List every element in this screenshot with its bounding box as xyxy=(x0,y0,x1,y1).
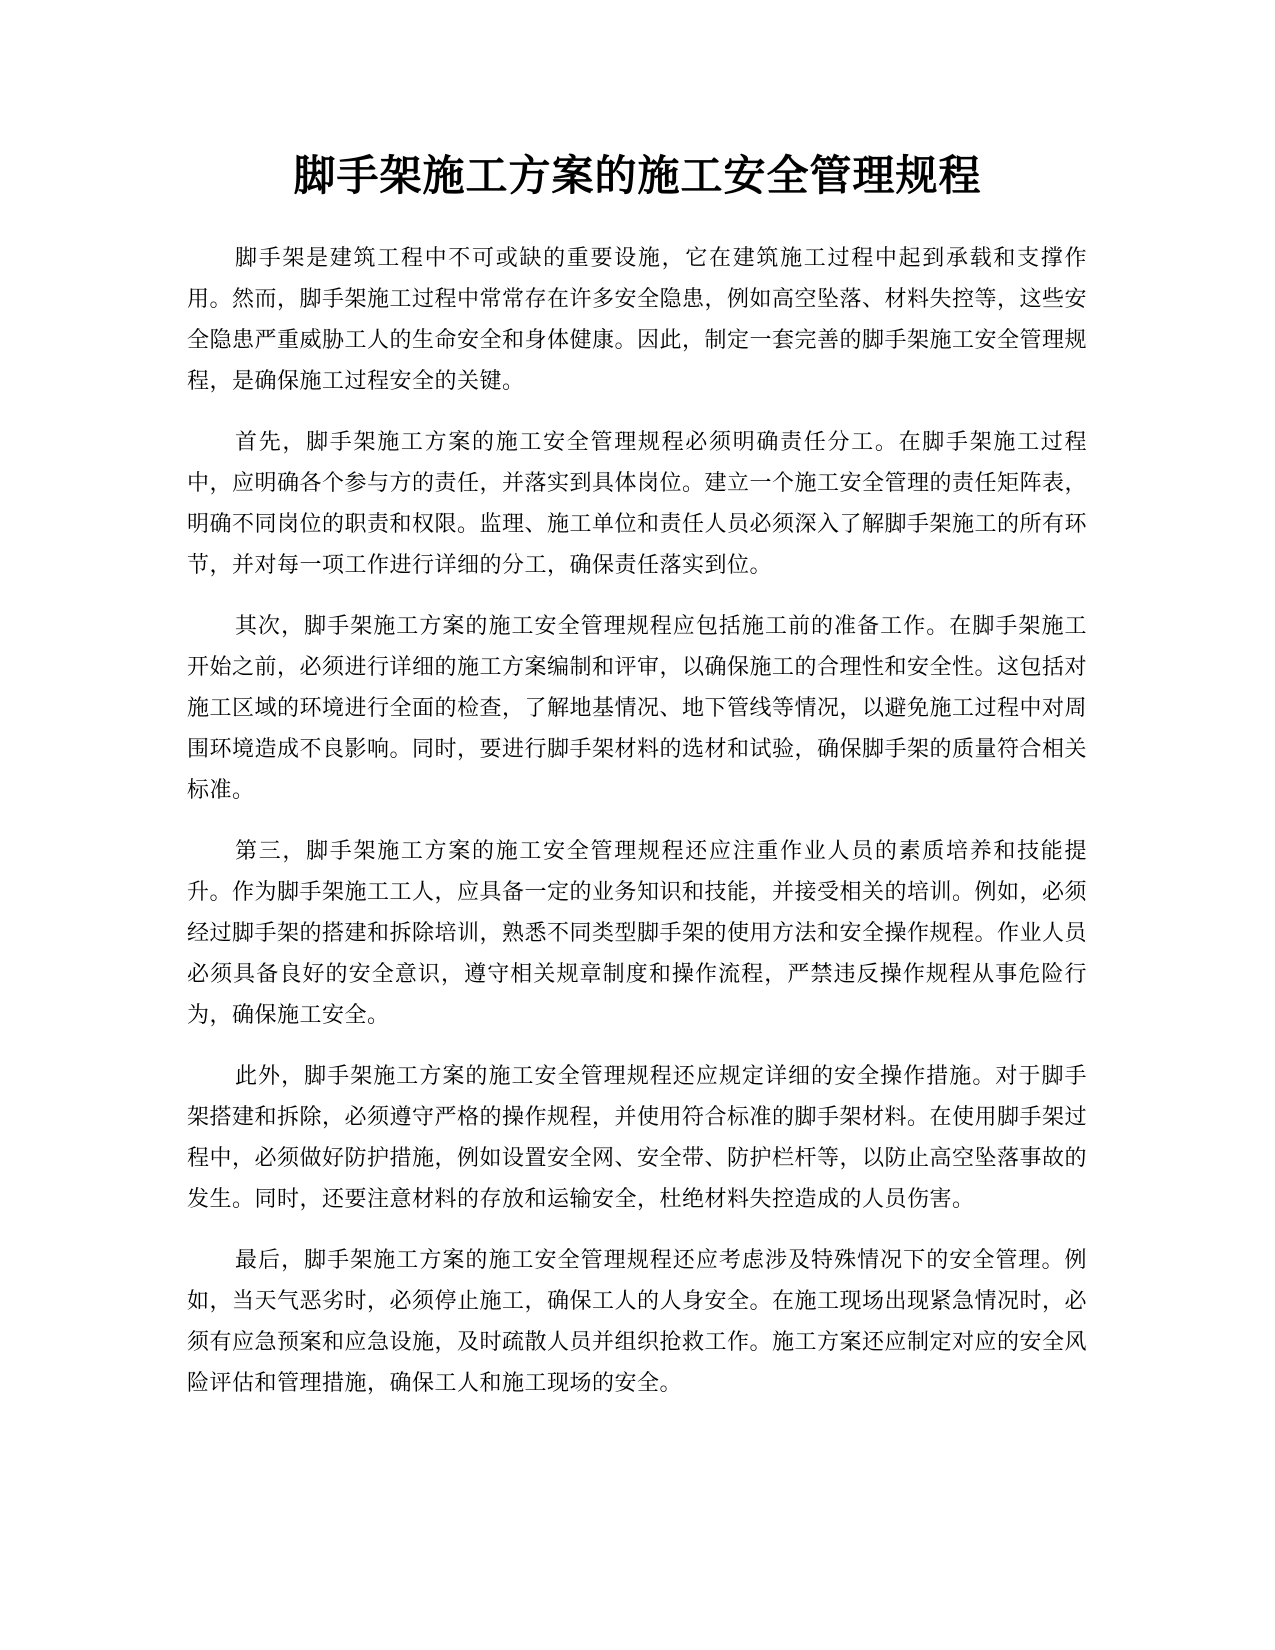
paragraph-training: 第三，脚手架施工方案的施工安全管理规程还应注重作业人员的素质培养和技能提升。作为脚手架施工工人，应具备一定的业务知识和技能，并接受相关的培训。例如，必须经过脚手架的搭建和拆除培训，熟悉不同类型脚手架的使用方法和安全操作规程。作业人员必须具备良好的安全意识，遵守相关规章制度和操作流程，严禁违反操作规程从事危险行为，确保施工安全。 xyxy=(187,839,1088,1028)
document-title: 脚手架施工方案的施工安全管理规程 xyxy=(293,151,982,200)
paragraph-intro: 脚手架是建筑工程中不可或缺的重要设施，它在建筑施工过程中起到承载和支撑作用。然而，脚手架施工过程中常常存在许多安全隐患，例如高空坠落、材料失控等，这些安全隐患严重威胁工人的生命安全和身体健康。因此，制定一套完善的脚手架施工安全管理规程，是确保施工过程安全的关键。 xyxy=(187,246,1088,394)
paragraph-safety-measures: 此外，脚手架施工方案的施工安全管理规程还应规定详细的安全操作措施。对于脚手架搭建和拆除，必须遵守严格的操作规程，并使用符合标准的脚手架材料。在使用脚手架过程中，必须做好防护措施，例如设置安全网、安全带、防护栏杆等，以防止高空坠落事故的发生。同时，还要注意材料的存放和运输安全，杜绝材料失控造成的人员伤害。 xyxy=(187,1064,1088,1212)
paragraph-responsibility: 首先，脚手架施工方案的施工安全管理规程必须明确责任分工。在脚手架施工过程中，应明确各个参与方的责任，并落实到具体岗位。建立一个施工安全管理的责任矩阵表，明确不同岗位的职责和权限。监理、施工单位和责任人员必须深入了解脚手架施工的所有环节，并对每一项工作进行详细的分工，确保责任落实到位。 xyxy=(187,430,1088,578)
paragraph-preparation: 其次，脚手架施工方案的施工安全管理规程应包括施工前的准备工作。在脚手架施工开始之前，必须进行详细的施工方案编制和评审，以确保施工的合理性和安全性。这包括对施工区域的环境进行全面的检查，了解地基情况、地下管线等情况，以避免施工过程中对周围环境造成不良影响。同时，要进行脚手架材料的选材和试验，确保脚手架的质量符合相关标准。 xyxy=(187,614,1088,803)
document-body xyxy=(187,238,1087,1424)
paragraph-special-cases: 最后，脚手架施工方案的施工安全管理规程还应考虑涉及特殊情况下的安全管理。例如，当天气恶劣时，必须停止施工，确保工人的人身安全。在施工现场出现紧急情况时，必须有应急预案和应急设施，及时疏散人员并组织抢救工作。施工方案还应制定对应的安全风险评估和管理措施，确保工人和施工现场的安全。 xyxy=(187,1248,1088,1396)
